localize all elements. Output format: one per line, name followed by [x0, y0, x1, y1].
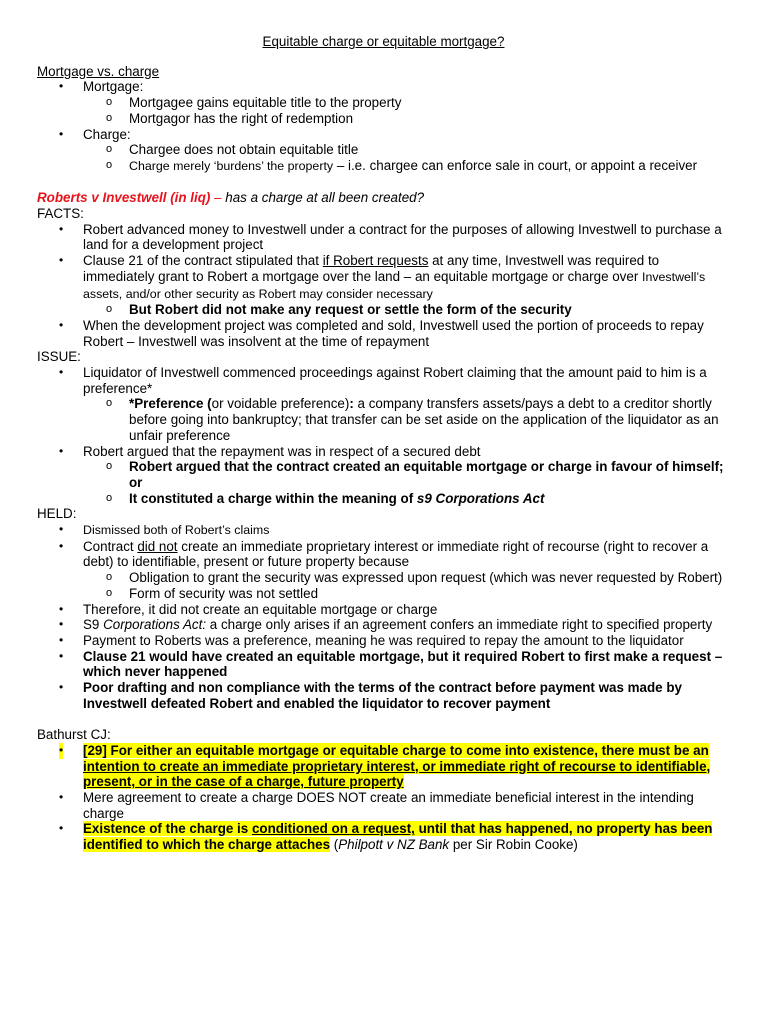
list-item — [37, 222, 730, 253]
bathurst-list — [37, 743, 730, 853]
list-item-text: a company transfers assets/pays a debt to a creditor shortly before going into bankruptcy; that transfer can be set aside on the application of the liquidator as an unfair preference — [129, 396, 719, 443]
list-item-text: [29] For either an equitable mortgage or equitable charge to come into existence, there must be an — [83, 742, 709, 758]
list-item — [37, 444, 730, 507]
sub-marker: o — [106, 303, 113, 316]
list-item — [37, 158, 730, 175]
bullet-marker: • — [59, 365, 64, 380]
list-item-text: Mere agreement to create a charge DOES NOT create an immediate beneficial interest in the intending charge — [83, 790, 694, 821]
case-heading — [37, 190, 730, 206]
list-item — [37, 570, 730, 586]
bullet-marker: • — [59, 221, 64, 236]
list-item-text: per Sir Robin Cooke) — [449, 837, 578, 853]
list-item — [37, 318, 730, 349]
facts-list — [37, 222, 730, 350]
sub-marker: o — [106, 571, 113, 584]
list-item — [37, 95, 730, 111]
list-item-text: conditioned on a request, — [251, 821, 415, 837]
bullet-marker: • — [59, 126, 64, 141]
issue-list — [37, 365, 730, 506]
facts-sublist — [83, 302, 730, 318]
facts-label: FACTS: — [37, 206, 84, 222]
list-item — [37, 365, 730, 444]
sub-marker: o — [106, 111, 113, 124]
sub-marker: o — [106, 460, 113, 473]
sub-marker: o — [106, 96, 113, 109]
list-item-text: Liquidator of Investwell commenced proceedings against Robert claiming that the amount paid to him is a preference* — [83, 365, 707, 396]
list-item — [37, 142, 730, 158]
list-item-text: Clause 21 of the contract stipulated that — [83, 253, 323, 269]
list-item — [37, 617, 730, 633]
sub-marker: o — [106, 586, 113, 599]
sub-marker: o — [106, 143, 113, 156]
bullet-marker: • — [59, 821, 64, 836]
bullet-marker: • — [59, 680, 64, 695]
list-item — [37, 602, 730, 618]
list-item-text: – i.e. chargee can enforce sale in court, or appoint a receiver — [333, 157, 698, 173]
list-item-text: s9 Corporations Act — [416, 490, 545, 506]
mortgage-vs-charge-heading: Mortgage vs. charge — [37, 63, 160, 79]
list-item-text: Form of security was not settled — [129, 585, 319, 601]
list-item-text: *Preference ( — [129, 396, 212, 412]
case-question: has a charge at all been created? — [225, 190, 425, 206]
spacer — [37, 712, 730, 728]
list-item — [37, 459, 730, 490]
list-item-text: But Robert did not make any request or settle the form of the security — [129, 302, 572, 318]
list-item-text: Robert argued that the contract created an equitable mortgage or charge in favour of himself; or — [129, 459, 724, 490]
bullet-marker: • — [59, 317, 64, 332]
list-item-text: Dismissed both of Robert’s claims — [83, 523, 270, 538]
list-item-text: : — [349, 396, 354, 412]
list-item-text: did not — [137, 538, 178, 554]
list-item-text: Corporations Act: — [103, 617, 207, 633]
list-item-text: Poor drafting and non compliance with the terms of the contract before payment was made by Investwell defeated Robert and enabled the liquidator to recover payment — [83, 680, 682, 711]
list-item-text: Philpott v NZ Bank — [338, 837, 450, 853]
case-name: Roberts v Investwell (in liq) — [37, 190, 211, 206]
list-item — [37, 790, 730, 821]
bullet-marker: • — [59, 601, 64, 616]
list-item-text: create an immediate proprietary interest or immediate right of recourse (right to recover a debt) to identifiable, present or future property because — [83, 538, 709, 570]
list-item — [37, 743, 730, 790]
list-item-text: at any time, Investwell was required to immediately grant to Robert a mortgage over the land – an equitable mortgage or charge over — [83, 253, 660, 284]
mortgage-vs-charge-list — [37, 79, 730, 174]
list-item — [37, 586, 730, 602]
charge-label: Charge: — [83, 126, 131, 142]
list-item — [37, 539, 730, 602]
bullet-marker: • — [59, 79, 64, 94]
list-item — [37, 522, 730, 539]
list-item-text: Robert argued that the repayment was in respect of a secured debt — [83, 443, 481, 459]
list-item — [37, 491, 730, 507]
document-title: Equitable charge or equitable mortgage? — [262, 34, 505, 49]
bullet-marker: • — [59, 742, 64, 757]
bullet-marker: • — [59, 538, 64, 553]
bullet-marker: • — [59, 790, 64, 805]
list-item-text: Mortgagor has the right of redemption — [129, 110, 354, 126]
sub-marker: o — [106, 491, 113, 504]
list-item — [37, 127, 730, 175]
list-item — [37, 302, 730, 318]
charge-sublist — [83, 142, 730, 174]
list-item-text: Clause 21 would have created an equitable mortgage, but it required Robert to first make a request – which never happened — [83, 648, 723, 680]
mortgage-label: Mortgage: — [83, 79, 144, 95]
list-item-text: ( — [330, 837, 339, 853]
list-item-text: Charge merely ‘burdens’ the property — [129, 158, 334, 173]
list-item — [37, 111, 730, 127]
issue-label: ISSUE: — [37, 349, 81, 365]
list-item-text: Investwell’s assets, and/or other security as Robert may consider necessary — [83, 269, 706, 301]
list-item — [37, 680, 730, 711]
bullet-marker: • — [59, 443, 64, 458]
list-item-text: a charge only arises if an agreement confers an immediate right to specified property — [206, 617, 713, 633]
list-item-text: if Robert requests — [322, 253, 429, 269]
list-item — [37, 396, 730, 443]
list-item-text: Robert advanced money to Investwell under a contract for the purposes of allowing Investwell to purchase a land for a development project — [83, 221, 722, 253]
list-item-text: Contract — [83, 538, 138, 554]
list-item-text: It constituted a charge within the meaning of — [129, 490, 417, 506]
list-item-text: Therefore, it did not create an equitable mortgage or charge — [83, 601, 438, 617]
held-label: HELD: — [37, 506, 77, 522]
held-list — [37, 522, 730, 711]
bullet-marker: • — [59, 253, 64, 268]
list-item-text: Payment to Roberts was a preference, meaning he was required to repay the amount to the liquidator — [83, 633, 684, 648]
issue-sublist — [83, 459, 730, 506]
list-item — [37, 649, 730, 680]
list-item-text: or voidable preference) — [211, 396, 350, 412]
list-item — [37, 633, 730, 649]
list-item-text: intention to create an immediate proprietary interest, or immediate right of recourse to identifiable, present, or in the case of a charge, future property — [83, 758, 711, 790]
list-item-text: When the development project was completed and sold, Investwell used the portion of proceeds to repay Robert – Investwell was insolvent at the time of repayment — [83, 317, 704, 349]
bullet-marker: • — [59, 648, 64, 663]
list-item-text: Mortgagee gains equitable title to the property — [129, 95, 402, 111]
spacer — [37, 175, 730, 191]
list-item-text: Existence of the charge is — [83, 821, 252, 837]
issue-sublist — [83, 396, 730, 443]
case-dash: – — [210, 190, 226, 206]
sub-marker: o — [106, 397, 113, 410]
bullet-marker: • — [59, 617, 64, 632]
list-item-text: S9 — [83, 617, 104, 633]
list-item-text: until that has happened, no property has been identified to which the charge attaches — [83, 821, 713, 853]
bathurst-label: Bathurst CJ: — [37, 727, 111, 743]
bullet-marker: • — [59, 522, 64, 537]
bullet-marker: • — [59, 633, 64, 647]
list-item — [37, 253, 730, 318]
held-sublist — [83, 570, 730, 601]
list-item-text: Obligation to grant the security was expressed upon request (which was never requested by Robert) — [129, 570, 723, 586]
list-item-text: Chargee does not obtain equitable title — [129, 142, 359, 158]
sub-marker: o — [106, 158, 113, 171]
list-item — [37, 821, 730, 852]
mortgage-sublist — [83, 95, 730, 126]
list-item — [37, 79, 730, 126]
